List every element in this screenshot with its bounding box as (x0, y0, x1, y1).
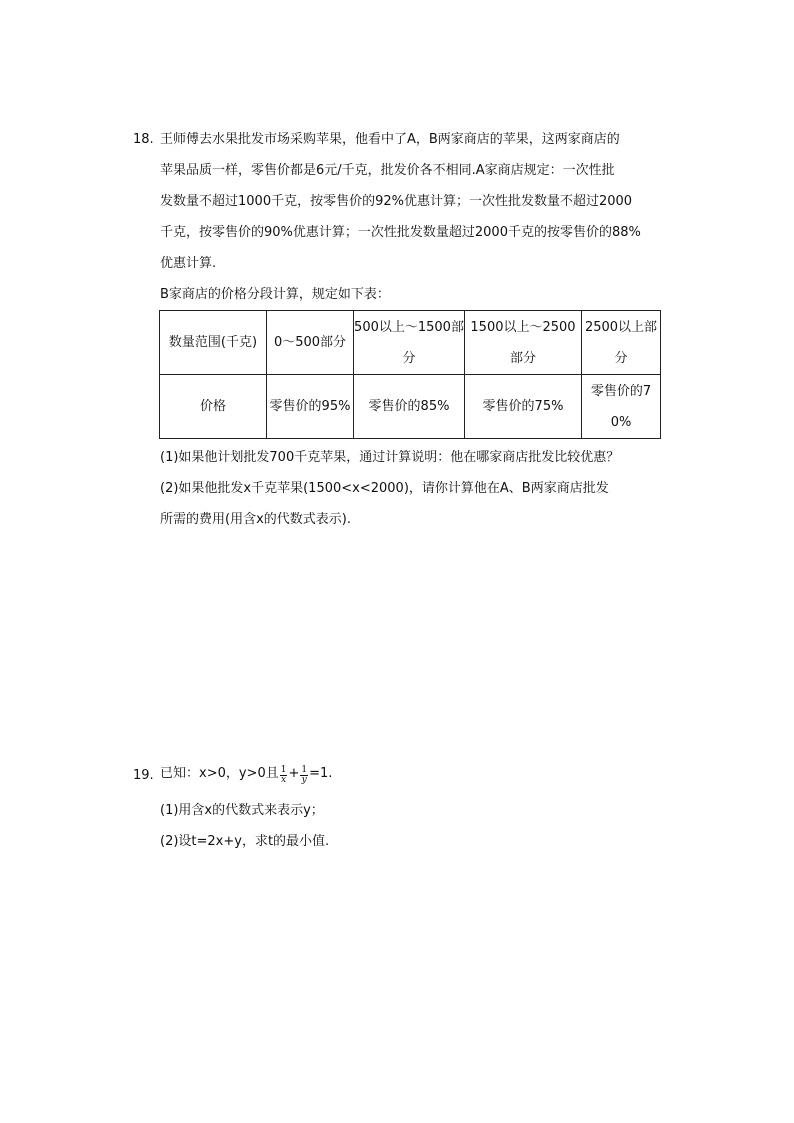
table-cell: 0～500部分 (267, 311, 354, 375)
question-text-line: 发数量不超过1000千克，按零售价的92%优惠计算；一次性批发数量不超过2000 (160, 194, 633, 209)
table-cell: 零售价的85% (354, 375, 465, 439)
sub-question-2: (2)如果他批发x千克苹果(1500<x<2000)，请你计算他在A、B两家商店批发 (160, 481, 609, 496)
table-caption: B家商店的价格分段计算，规定如下表： (160, 287, 390, 302)
question-text-line: 王师傅去水果批发市场采购苹果，他看中了A，B两家商店的苹果，这两家商店的 (160, 132, 620, 147)
table-cell: 500以上～1500部分 (354, 311, 465, 375)
stem-suffix: =1. (309, 766, 333, 781)
table-cell: 价格 (160, 375, 267, 439)
question-number: 18. (133, 132, 154, 147)
sub-question-1: (1)如果他计划批发700千克苹果，通过计算说明：他在哪家商店批发比较优惠？ (160, 450, 620, 465)
table-cell: 零售价的75% (465, 375, 582, 439)
table-header-row (160, 311, 661, 375)
fraction (300, 766, 308, 785)
question-number: 19. (133, 768, 154, 783)
sub-question-2: (2)设t=2x+y，求t的最小值. (160, 834, 330, 849)
question-text-line: 千克，按零售价的90%优惠计算；一次性批发数量超过2000千克的按零售价的88% (160, 225, 641, 240)
fraction-numerator: 1 (280, 764, 287, 775)
table-row (160, 375, 661, 439)
question-text-line: 优惠计算. (160, 256, 217, 271)
fraction-numerator: 1 (301, 764, 308, 775)
sub-question-2-cont: 所需的费用(用含x的代数式表示). (160, 512, 351, 527)
table-cell: 2500以上部分 (582, 311, 661, 375)
table-cell: 零售价的95% (267, 375, 354, 439)
fraction (280, 766, 288, 785)
table-cell: 1500以上～2500部分 (465, 311, 582, 375)
fraction-denominator: x (281, 774, 287, 785)
question-text-line: 苹果品质一样，零售价都是6元/千克，批发价各不相同.A家商店规定：一次性批 (160, 163, 615, 178)
price-table (159, 310, 661, 439)
table-cell: 零售价的70% (582, 375, 661, 439)
sub-question-1: (1)用含x的代数式来表示y； (160, 803, 324, 818)
table-cell: 数量范围(千克) (160, 311, 267, 375)
question-stem (160, 764, 332, 785)
stem-prefix: 已知：x>0，y>0且 (160, 766, 279, 781)
plus-sign: + (288, 766, 300, 781)
fraction-denominator: y (301, 774, 307, 785)
